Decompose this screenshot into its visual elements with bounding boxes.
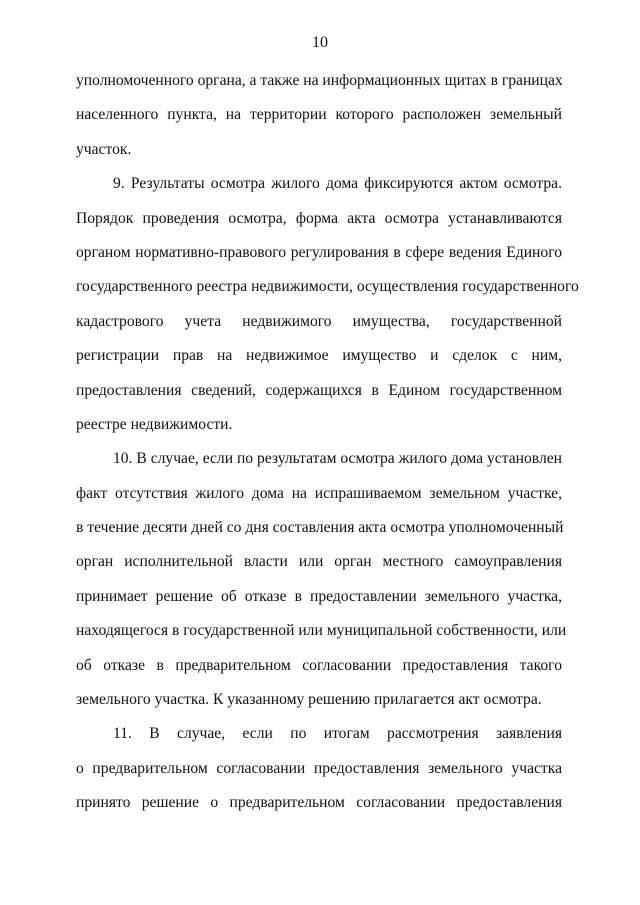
text-line: о предварительном согласовании предоставления земельного участка [76,759,562,777]
text-line: принято решение о предварительном согласовании предоставления [76,794,562,812]
paragraph-9 [76,167,579,442]
text-line: участок. [76,140,132,158]
text-line: реестре недвижимости. [76,415,233,433]
text-line: государственного реестра недвижимости, осуществления государственного [76,278,579,296]
paragraph-continuation [76,64,562,167]
text-line: находящегося в государственной или муниципальной собственности, или [76,622,567,640]
text-line: Порядок проведения осмотра, форма акта осмотра устанавливаются [76,209,562,227]
text-line: кадастрового учета недвижимого имущества, государственной [76,312,562,330]
text-line: в течение десяти дней со дня составления акта осмотра уполномоченный [76,519,564,537]
text-line: 9. Результаты осмотра жилого дома фиксируются актом осмотра. [113,175,562,193]
text-line: факт отсутствия жилого дома на испрашиваемом земельном участке, [76,484,562,502]
text-line: регистрации прав на недвижимое имущество и сделок с ним, [76,347,562,365]
text-line: предоставления сведений, содержащихся в Едином государственном [76,381,562,399]
text-line: об отказе в предварительном согласовании предоставления такого [76,656,562,674]
page-number: 10 [312,34,328,51]
text-line: 10. В случае, если по результатам осмотра жилого дома установлен [113,450,562,468]
paragraph-10 [76,442,567,717]
text-line: 11. В случае, если по итогам рассмотрения заявления [113,725,562,743]
text-line: земельного участка. К указанному решению прилагается акт осмотра. [76,691,542,709]
document-body [76,64,579,821]
text-line: принимает решение об отказе в предоставлении земельного участка, [76,587,562,605]
text-line: орган исполнительной власти или орган местного самоуправления [76,553,562,571]
text-line: уполномоченного органа, а также на информационных щитах в границах [76,72,563,89]
paragraph-11 [76,717,562,820]
text-line: органом нормативно-правового регулирования в сфере ведения Единого [76,243,562,261]
text-line: населенного пункта, на территории которого расположен земельный [76,106,562,124]
